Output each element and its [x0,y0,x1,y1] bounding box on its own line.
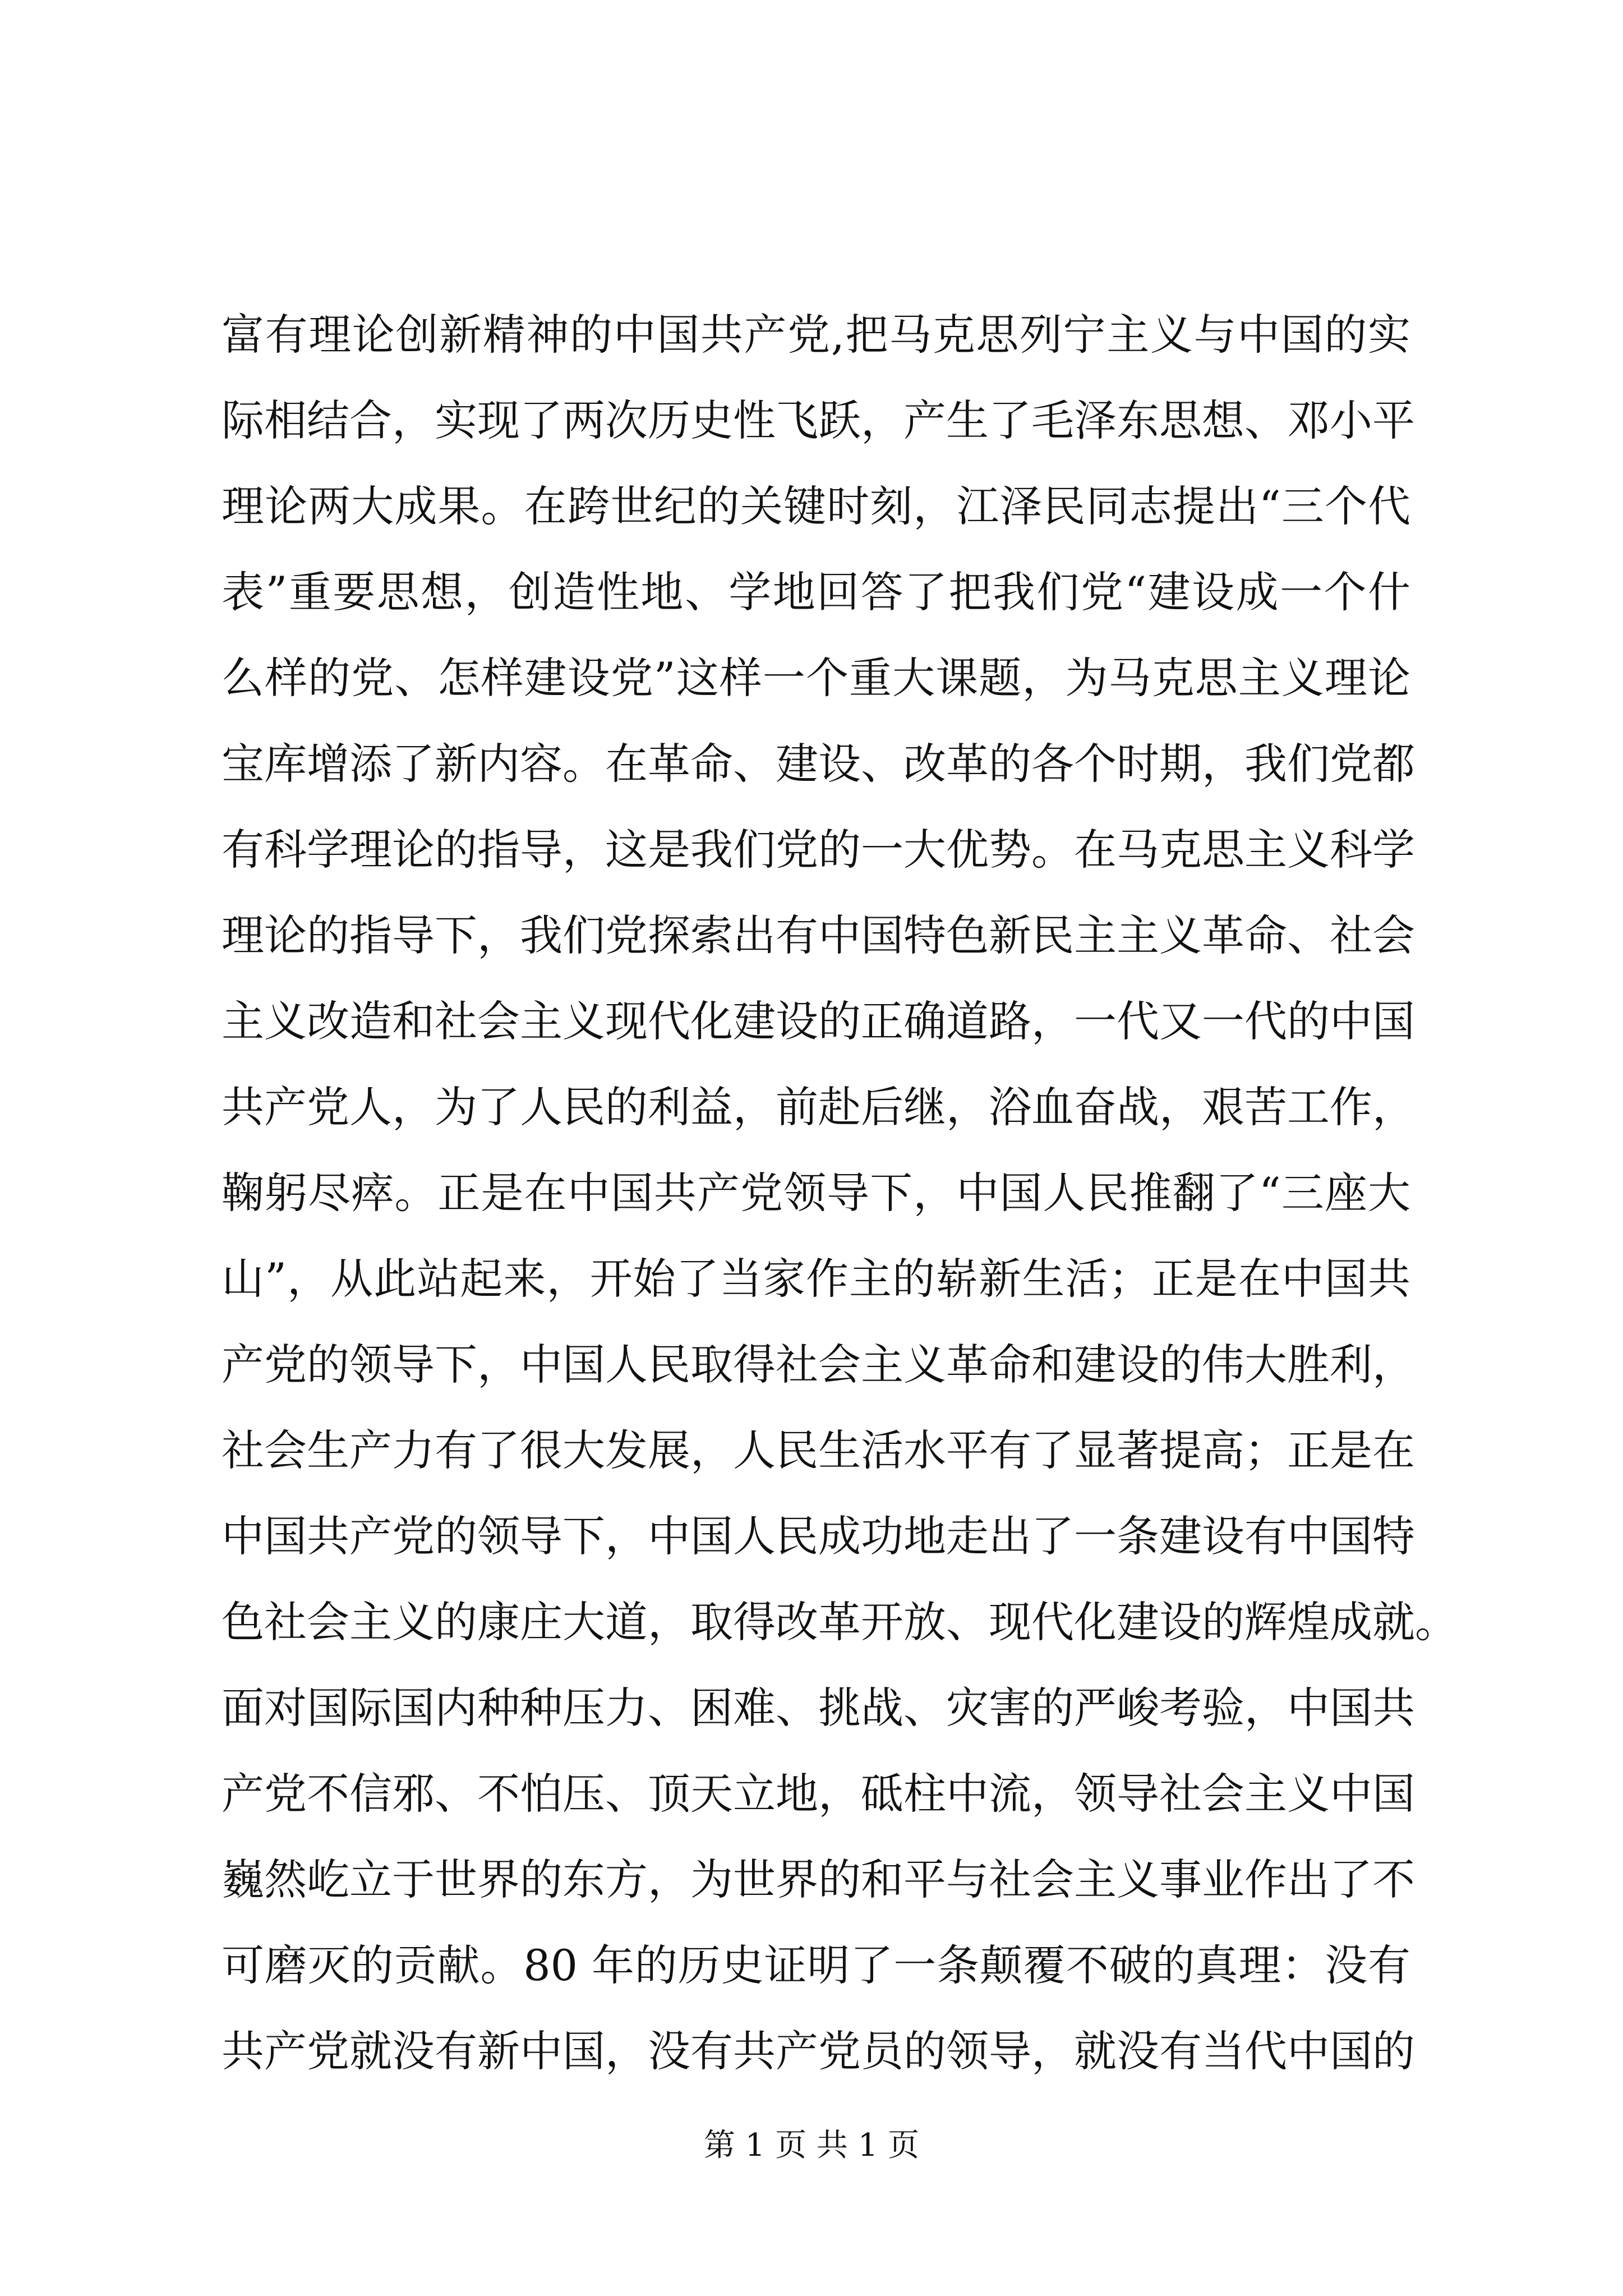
text-line: 产党的领导下，中国人民取得社会主义革命和建设的伟大胜利， [222,1340,1415,1389]
text-line: 际相结合，实现了两次历史性飞跃，产生了毛泽东思想、邓小平 [222,395,1415,445]
text-line: 共产党就没有新中国，没有共产党员的领导，就没有当代中国的 [222,2026,1415,2076]
text-line: 表”重要思想，创造性地、学地回答了把我们党“建设成一个什 [222,567,1410,617]
text-line: 社会生产力有了很大发展，人民生活水平有了显著提高；正是在 [222,1425,1415,1475]
text-line: 主义改造和社会主义现代化建设的正确道路，一代又一代的中国 [222,996,1415,1046]
text-line: 有科学理论的指导，这是我们党的一大优势。在马克思主义科学 [222,825,1415,875]
text-line: 巍然屹立于世界的东方，为世界的和平与社会主义事业作出了不 [222,1855,1415,1904]
body-paragraph [222,292,1458,2094]
text-line: 么样的党、怎样建设党”这样一个重大课题，为马克思主义理论 [222,653,1410,703]
text-line: 山”，从此站起来，开始了当家作主的崭新生活；正是在中国共 [222,1254,1410,1304]
text-line: 鞠躬尽瘁。正是在中国共产党领导下，中国人民推翻了“三座大 [222,1168,1410,1218]
page-number-label: 第 1 页 共 1 页 [703,2127,920,2164]
text-line: 宝库增添了新内容。在革命、建设、改革的各个时期，我们党都 [222,739,1415,789]
text-line: 面对国际国内种种压力、困难、挑战、灾害的严峻考验，中国共 [222,1683,1415,1733]
text-line: 产党不信邪、不怕压、顶天立地，砥柱中流，领导社会主义中国 [222,1769,1415,1819]
page-footer [0,2120,1623,2165]
text-line: 理论两大成果。在跨世纪的关键时刻，江泽民同志提出“三个代 [222,481,1410,531]
text-line: 富有理论创新精神的中国共产党,把马克思列宁主义与中国的实 [222,310,1410,360]
text-line: 理论的指导下，我们党探索出有中国特色新民主主义革命、社会 [222,910,1415,960]
text-line: 可磨灭的贡献。80 年的历史证明了一条颠覆不破的真理：没有 [222,1940,1410,1990]
text-line: 色社会主义的康庄大道，取得改革开放、现代化建设的辉煌成就。 [222,1597,1458,1647]
text-line: 共产党人，为了人民的利益，前赴后继，浴血奋战，艰苦工作， [222,1082,1415,1132]
text-line: 中国共产党的领导下，中国人民成功地走出了一条建设有中国特 [222,1511,1415,1561]
